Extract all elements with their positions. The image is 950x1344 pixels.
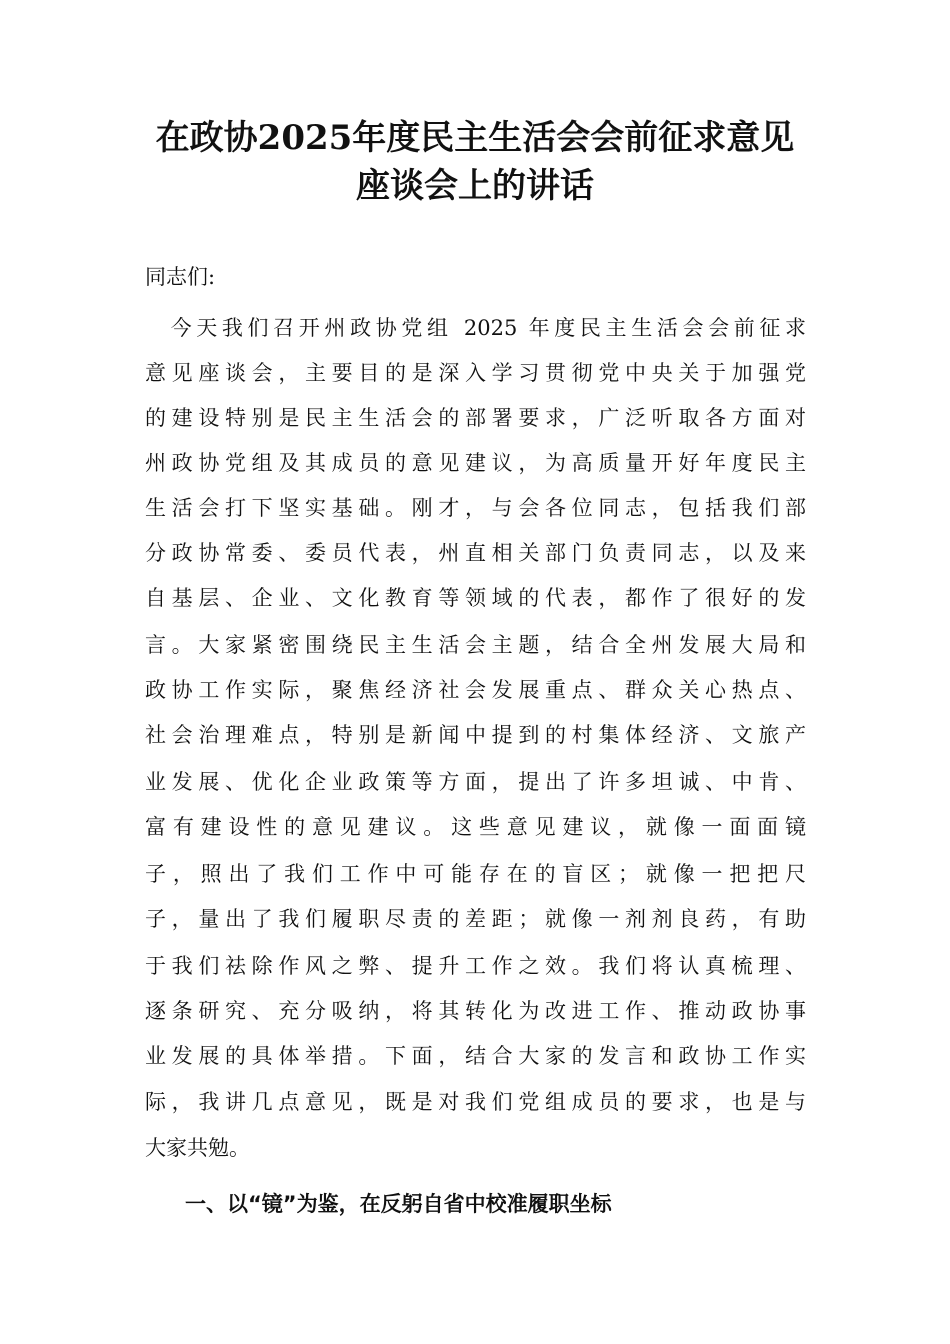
- paragraph-line: 大家共勉。: [145, 1136, 250, 1160]
- paragraph-line: 际，我讲几点意见，既是对我们党组成员的要求，也是与: [145, 1090, 806, 1114]
- paragraph-line: 于我们祛除作风之弊、提升工作之效。我们将认真梳理、: [145, 954, 806, 978]
- paragraph-line: 州政协党组及其成员的意见建议，为高质量开好年度民主: [145, 451, 806, 475]
- paragraph-line: 业发展、优化企业政策等方面，提出了许多坦诚、中肯、: [145, 770, 806, 794]
- paragraph-line: 富有建设性的意见建议。这些意见建议，就像一面面镜: [145, 815, 806, 839]
- paragraph-line: 政协工作实际，聚焦经济社会发展重点、群众关心热点、: [145, 678, 806, 702]
- paragraph-line: 的建设特别是民主生活会的部署要求，广泛听取各方面对: [145, 406, 806, 430]
- paragraph-line: 逐条研究、充分吸纳，将其转化为改进工作、推动政协事: [145, 999, 806, 1023]
- paragraph-line: 生活会打下坚实基础。刚才，与会各位同志，包括我们部: [145, 496, 806, 520]
- paragraph-line: 子，量出了我们履职尽责的差距；就像一剂剂良药，有助: [145, 907, 806, 931]
- paragraph-line: 意见座谈会，主要目的是深入学习贯彻党中央关于加强党: [145, 361, 806, 385]
- salutation: 同志们:: [145, 265, 216, 289]
- paragraph-line: 自基层、企业、文化教育等领域的代表，都作了很好的发: [145, 586, 806, 610]
- paragraph-line: 子，照出了我们工作中可能存在的盲区；就像一把把尺: [145, 862, 806, 886]
- paragraph-line: 分政协常委、委员代表，州直相关部门负责同志，以及来: [145, 541, 806, 565]
- document-title-line-1: 在政协2025年度民主生活会会前征求意见: [155, 118, 795, 158]
- paragraph-line: 言。大家紧密围绕民主生活会主题，结合全州发展大局和: [145, 633, 806, 657]
- paragraph-line: 今天我们召开州政协党组 2025 年度民主生活会会前征求: [145, 316, 806, 340]
- document-title-line-2: 座谈会上的讲话: [356, 166, 594, 206]
- paragraph-line: 业发展的具体举措。下面，结合大家的发言和政协工作实: [145, 1044, 806, 1068]
- paragraph-line: 社会治理难点，特别是新闻中提到的村集体经济、文旅产: [145, 723, 806, 747]
- section-heading: 一、以“镜”为鉴，在反躬自省中校准履职坐标: [185, 1192, 612, 1216]
